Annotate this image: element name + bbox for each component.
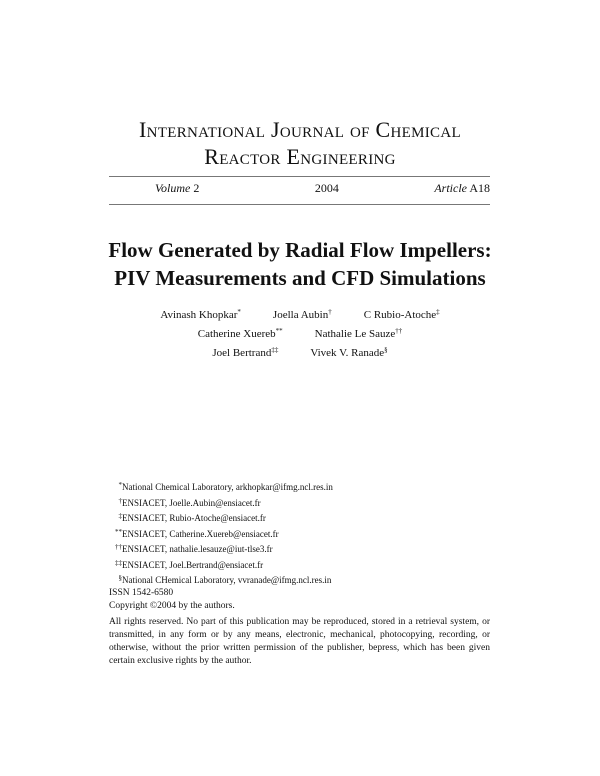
footnote-mark: **: [115, 527, 122, 536]
author-name: Nathalie Le Sauze: [314, 328, 396, 340]
author-name: Joel Bertrand: [212, 347, 272, 359]
footnotes: [108, 479, 508, 588]
author: [315, 328, 403, 340]
footnote-mark: *: [118, 481, 122, 489]
footnote-text: ENSIACET, Catherine.Xuereb@ensiacet.fr: [122, 528, 279, 539]
author-row: [0, 328, 600, 340]
footnote-mark: ‡: [118, 512, 122, 520]
issn: ISSN 1542-6580: [109, 588, 174, 598]
author: [310, 347, 387, 359]
title-line1: Flow Generated by Radial Flow Impellers:: [108, 238, 492, 262]
author-mark: ‡‡: [271, 346, 279, 354]
footnote-text: National Chemical Laboratory, arkhopkar@ifmg.ncl.res.in: [122, 482, 333, 492]
year: 2004: [314, 181, 339, 195]
author-name: Avinash Khopkar: [160, 309, 238, 321]
copyright-block: [109, 587, 490, 668]
footnote-text: ENSIACET, Joel.Bertrand@ensiacet.fr: [122, 559, 264, 570]
footnote: [108, 479, 508, 495]
journal-title-line1: International Journal of Chemical: [139, 117, 461, 142]
author: [198, 328, 283, 340]
footnote: [108, 526, 508, 542]
author: [273, 309, 332, 321]
footnote-text: ENSIACET, Rubio-Atoche@ensiacet.fr: [122, 513, 266, 523]
footnote: [108, 510, 508, 526]
paper-title: [0, 236, 600, 292]
volume-label: Volume: [155, 181, 191, 195]
issue-info: [155, 181, 490, 196]
footnote-mark: ‡‡: [115, 558, 122, 567]
author-mark: *: [237, 308, 241, 316]
author-mark: ‡: [436, 308, 440, 316]
footnote: [108, 572, 508, 588]
title-line2: PIV Measurements and CFD Simulations: [114, 266, 486, 290]
footnote-text: National CHemical Laboratory, vvranade@ifmg.ncl.res.in: [122, 575, 332, 585]
volume: [155, 181, 199, 196]
author-mark: ††: [395, 327, 403, 335]
author-name: Vivek V. Ranade: [310, 347, 385, 359]
top-rule: [109, 176, 490, 177]
footnote-mark: †: [118, 496, 122, 505]
footnote-mark: §: [118, 574, 122, 582]
footnote-text: ENSIACET, Joelle.Aubin@ensiacet.fr: [122, 497, 261, 508]
article-number: A18: [469, 181, 490, 195]
author: [364, 309, 440, 321]
author-row: [0, 309, 600, 321]
copyright: Copyright ©2004 by the authors.: [109, 601, 235, 611]
article-label: Article: [434, 181, 467, 195]
article: [434, 181, 490, 196]
author-name: C Rubio-Atoche: [363, 309, 437, 321]
author-row: [0, 347, 600, 359]
author-mark: **: [275, 327, 283, 335]
author-mark: †: [328, 308, 332, 316]
footnote: [108, 541, 508, 557]
journal-title-line2: Reactor Engineering: [204, 144, 396, 169]
author-mark: §: [384, 346, 388, 354]
footnote-mark: ††: [115, 543, 122, 551]
author: [212, 347, 278, 359]
footnote-text: ENSIACET, nathalie.lesauze@iut-tlse3.fr: [122, 544, 273, 554]
footnote: [108, 557, 508, 573]
author: [160, 309, 241, 321]
author-name: Catherine Xuereb: [197, 328, 276, 340]
author-name: Joella Aubin: [272, 309, 329, 321]
bottom-rule: [109, 204, 490, 205]
volume-number: 2: [193, 181, 200, 195]
footnote: [108, 495, 508, 511]
rights-statement: All rights reserved. No part of this publication may be reproduced, stored in a retrieval system, or transmitted, in any form or by any means, electronic, mechanical, photocopying, recording, or otherwise, without the prior written permission of the publisher, bepress, which has been given certain exclusive rights by the author.: [109, 617, 490, 666]
